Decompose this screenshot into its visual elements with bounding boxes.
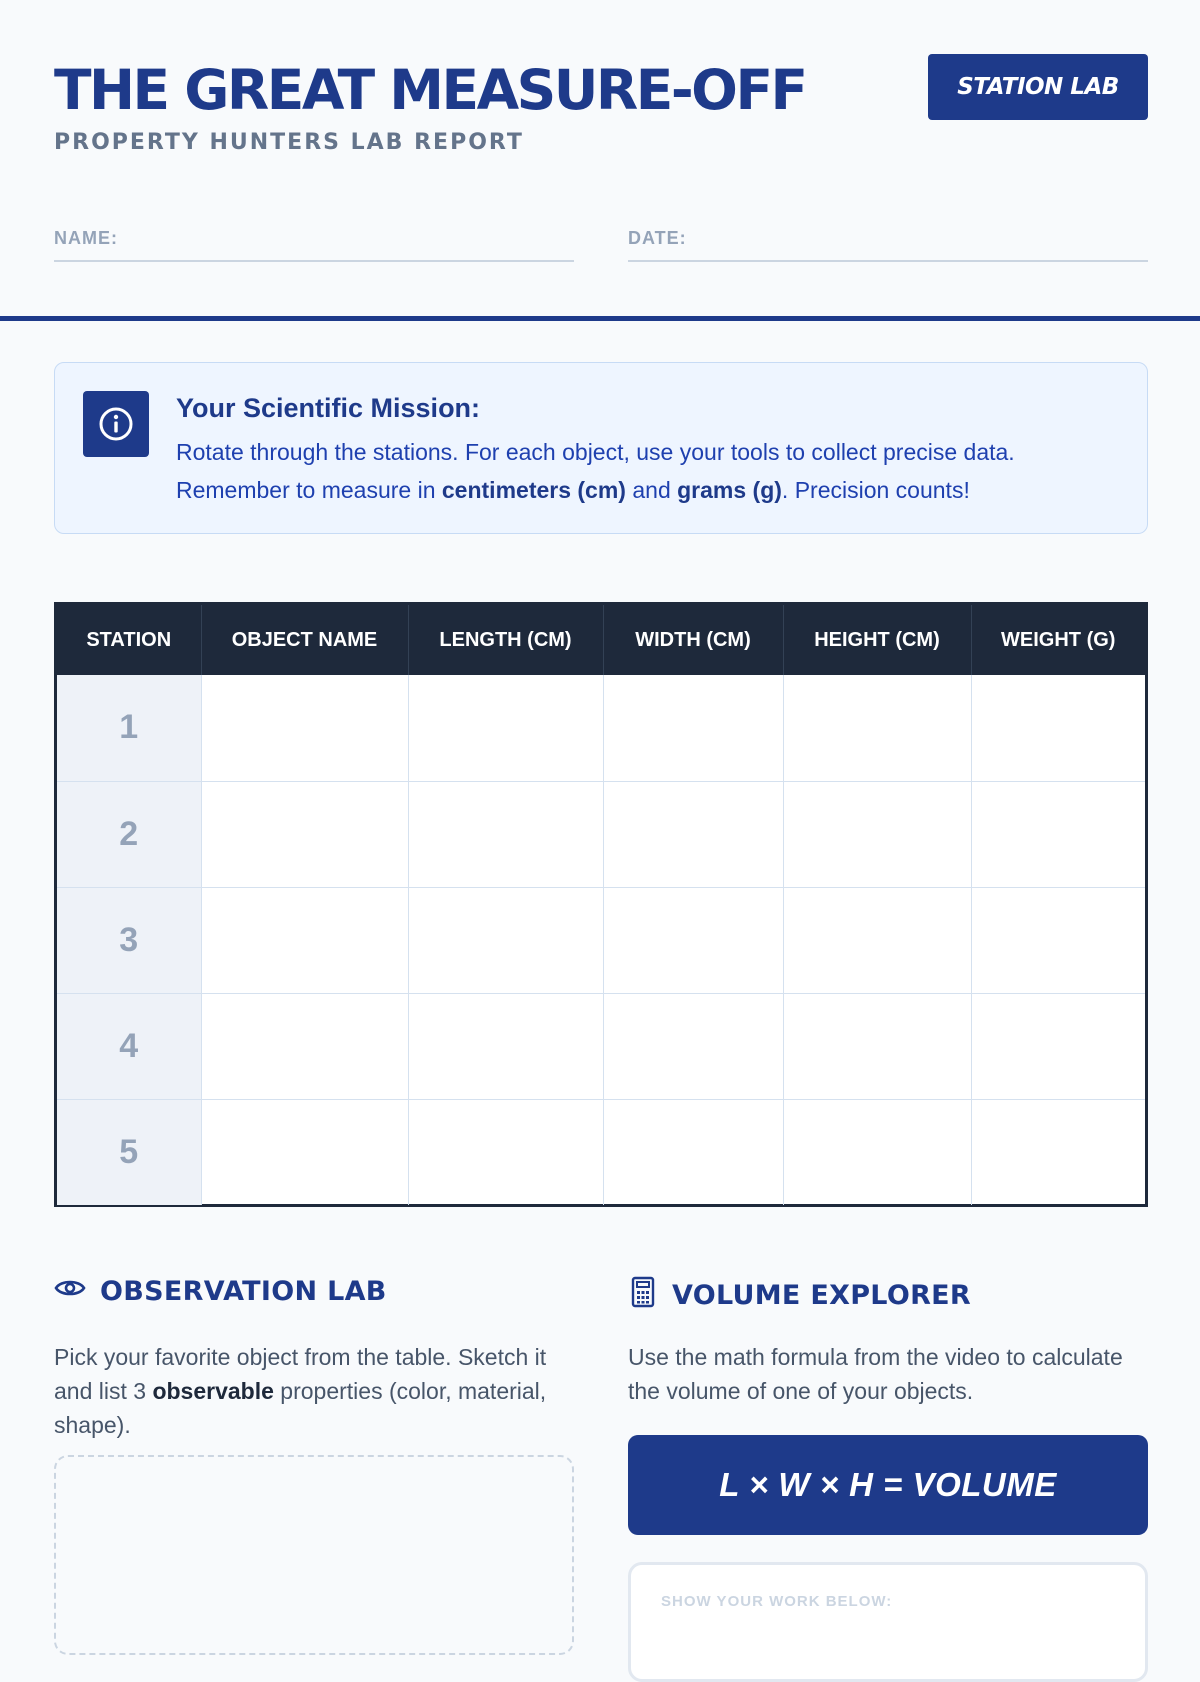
col-height: HEIGHT (CM) (783, 605, 971, 675)
station-lab-badge: STATION LAB (928, 54, 1148, 120)
col-length: LENGTH (CM) (408, 605, 603, 675)
calculator-icon (628, 1276, 658, 1315)
table-row (57, 1099, 1145, 1205)
mission-text: Rotate through the stations. For each object, use your tools to collect precise data. Remember to measure in centimeters (cm) and grams (g). Precision counts! (176, 439, 1015, 503)
volume-heading (628, 1276, 971, 1315)
table-row (57, 887, 1145, 993)
name-label: NAME: (54, 228, 118, 248)
station-number: 5 (57, 1099, 201, 1205)
col-station: STATION (57, 605, 201, 675)
page-title: THE GREAT MEASURE-OFF (54, 58, 806, 122)
weight-cell[interactable] (971, 781, 1145, 887)
volume-instructions: Use the math formula from the video to calculate the volume of one of your objects. (628, 1344, 1123, 1404)
height-cell[interactable] (783, 993, 971, 1099)
table-row (57, 993, 1145, 1099)
measurement-table (54, 602, 1148, 1207)
object-name-cell[interactable] (201, 675, 408, 781)
table-header-row (57, 605, 1145, 675)
volume-title: VOLUME EXPLORER (672, 1280, 972, 1311)
height-cell[interactable] (783, 1099, 971, 1205)
weight-cell[interactable] (971, 887, 1145, 993)
length-cell[interactable] (408, 675, 603, 781)
mission-title: Your Scientific Mission: (176, 393, 481, 423)
table-row (57, 675, 1145, 781)
station-number: 2 (57, 781, 201, 887)
page-subtitle: PROPERTY HUNTERS LAB REPORT (54, 130, 524, 155)
name-field[interactable] (54, 226, 574, 262)
table-row (57, 781, 1145, 887)
height-cell[interactable] (783, 675, 971, 781)
volume-formula: L × W × H = VOLUME (628, 1435, 1148, 1535)
observable-emphasis: observable (152, 1378, 274, 1404)
mission-callout (54, 362, 1148, 534)
weight-cell[interactable] (971, 993, 1145, 1099)
station-number: 3 (57, 887, 201, 993)
header-divider (0, 316, 1200, 321)
col-weight: WEIGHT (G) (1001, 628, 1116, 651)
length-cell[interactable] (408, 1099, 603, 1205)
work-label: SHOW YOUR WORK BELOW: (661, 1593, 893, 1610)
weight-cell[interactable] (971, 1099, 1145, 1205)
length-cell[interactable] (408, 993, 603, 1099)
object-name-cell[interactable] (201, 993, 408, 1099)
height-cell[interactable] (783, 781, 971, 887)
length-cell[interactable] (408, 887, 603, 993)
weight-cell[interactable] (971, 675, 1145, 781)
date-label: DATE: (628, 228, 687, 248)
sketch-area[interactable] (54, 1455, 574, 1655)
date-field[interactable] (628, 226, 1148, 262)
observation-heading (54, 1276, 387, 1307)
station-number: 4 (57, 993, 201, 1099)
info-icon (83, 391, 149, 457)
unit-cm-emphasis: centimeters (cm) (441, 477, 626, 503)
object-name-cell[interactable] (201, 887, 408, 993)
observation-instructions: Pick your favorite object from the table. Sketch it and list 3 observable properties (color, material, shape). (54, 1344, 547, 1438)
height-cell[interactable] (783, 887, 971, 993)
width-cell[interactable] (603, 781, 783, 887)
work-area[interactable] (628, 1562, 1148, 1682)
length-cell[interactable] (408, 781, 603, 887)
object-name-cell[interactable] (201, 781, 408, 887)
col-width: WIDTH (CM) (603, 605, 783, 675)
width-cell[interactable] (603, 1099, 783, 1205)
object-name-cell[interactable] (201, 1099, 408, 1205)
width-cell[interactable] (603, 993, 783, 1099)
unit-g-emphasis: grams (g) (677, 477, 782, 503)
eye-icon (54, 1276, 86, 1307)
width-cell[interactable] (603, 675, 783, 781)
observation-title: OBSERVATION LAB (100, 1276, 387, 1307)
width-cell[interactable] (603, 887, 783, 993)
station-number: 1 (57, 675, 201, 781)
col-object-name: OBJECT NAME (201, 605, 408, 675)
